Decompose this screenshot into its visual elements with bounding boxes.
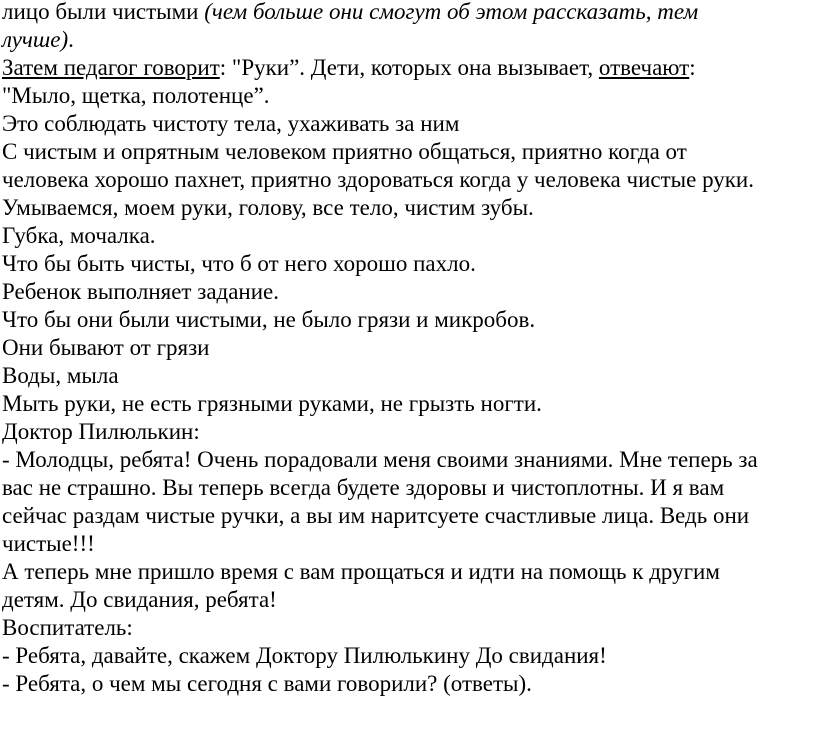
text-line: Воспитатель: <box>2 615 133 640</box>
text-line: человека хорошо пахнет, приятно здороваться когда у человека чистые руки. <box>2 167 754 192</box>
text-line: - Ребята, давайте, скажем Доктору Пилюлькину До свидания! <box>2 643 607 668</box>
text-run: : <box>689 55 696 80</box>
text-line: - Ребята, о чем мы сегодня с вами говорили? (ответы). <box>2 671 532 696</box>
text-line: Что бы быть чисты, что б от него хорошо пахло. <box>2 251 476 276</box>
text-run: . <box>68 27 74 52</box>
text-line: Что бы они были чистыми, не было грязи и микробов. <box>2 307 536 332</box>
italic-run: (чем больше они смогут об этом рассказать, тем <box>204 0 699 24</box>
text-line: сейчас раздам чистые ручки, а вы им наритсуете счастливые лица. Ведь они <box>2 503 750 528</box>
text-line: Доктор Пилюлькин: <box>2 419 200 444</box>
text-run: : "Руки”. Дети, которых она вызывает, <box>219 55 599 80</box>
text-line: Это соблюдать чистоту тела, ухаживать за ним <box>2 111 460 136</box>
text-line: Ребенок выполняет задание. <box>2 279 280 304</box>
text-line: Мыть руки, не есть грязными руками, не грызть ногти. <box>2 391 542 416</box>
text-line: вас не страшно. Вы теперь всегда будете здоровы и чистоплотны. И я вам <box>2 475 725 500</box>
text-line <box>2 54 814 82</box>
underlined-run: Затем педагог говорит <box>2 55 220 80</box>
text-line: Губка, мочалка. <box>2 223 156 248</box>
text-line: детям. До свидания, ребята! <box>2 587 277 612</box>
text-line: Воды, мыла <box>2 363 119 388</box>
text-line: Умываемся, моем руки, голову, все тело, чистим зубы. <box>2 195 534 220</box>
text-line: Они бывают от грязи <box>2 335 210 360</box>
text-line: - Молодцы, ребята! Очень порадовали меня своими знаниями. Мне теперь за <box>2 447 758 472</box>
text-line <box>2 0 814 26</box>
text-line <box>2 26 814 54</box>
text-line: А теперь мне пришло время с вам прощаться и идти на помощь к другим <box>2 559 720 584</box>
text-line: "Мыло, щетка, полотенце”. <box>2 83 270 108</box>
italic-run: лучше) <box>2 27 69 52</box>
document-page <box>2 0 814 698</box>
text-run: лицо были чистыми <box>2 0 205 24</box>
underlined-run: отвечают <box>598 55 690 80</box>
text-line: С чистым и опрятным человеком приятно общаться, приятно когда от <box>2 139 687 164</box>
text-line: чистые!!! <box>2 531 95 556</box>
